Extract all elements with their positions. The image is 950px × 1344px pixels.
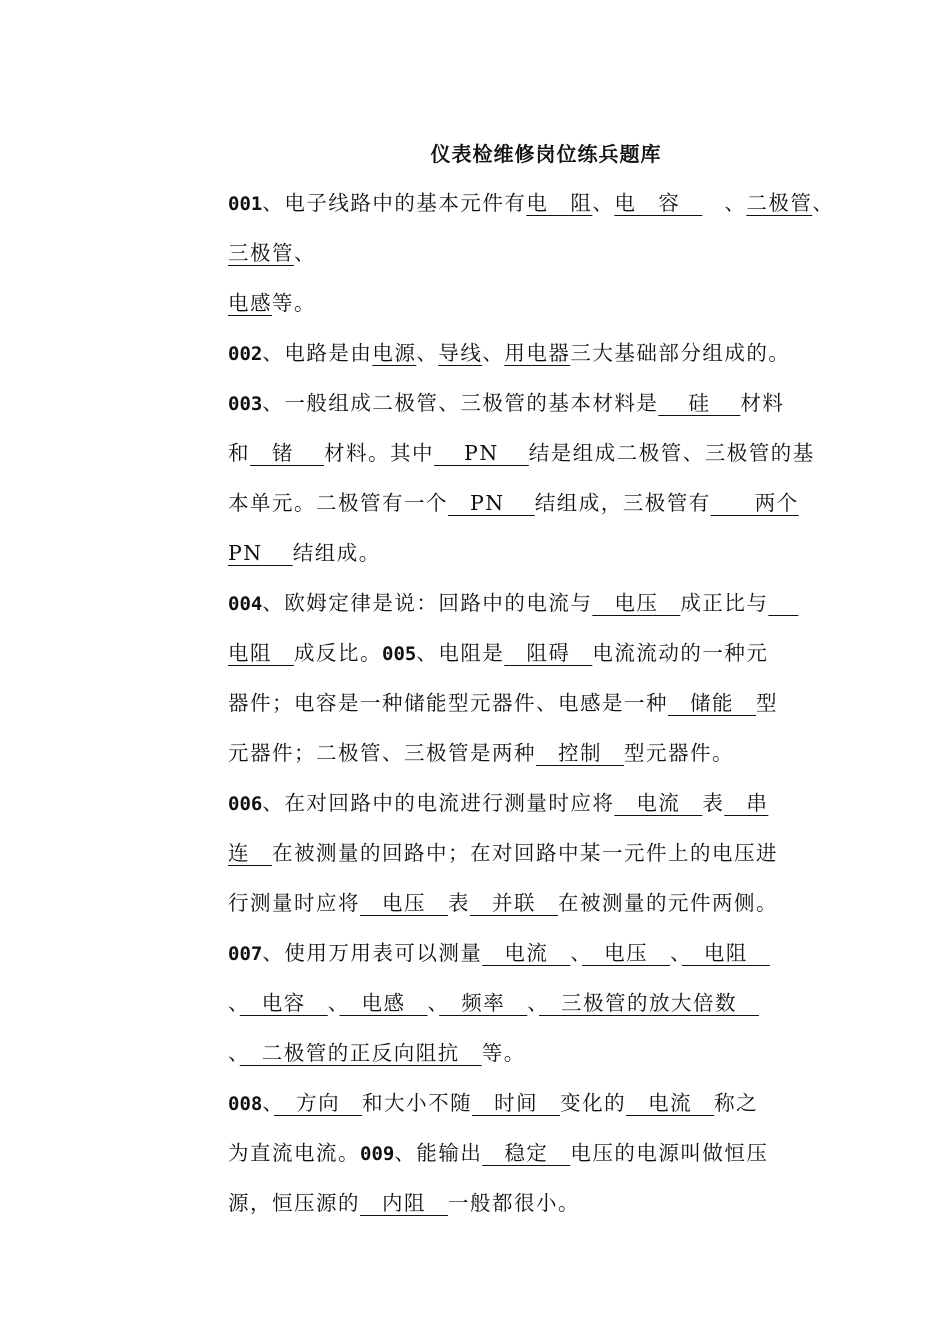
answer-blank: 硅 [658,391,741,415]
text-line [228,938,770,968]
answer-blank: 频率 [439,991,528,1015]
answer-blank: PN [448,491,535,515]
question-number: 004 [228,593,263,615]
answer-blank: 用电器 [504,341,571,365]
text-segment: 三大基础部分组成的。 [570,341,791,365]
text-segment: 、一般组成二极管、三极管的基本材料是 [262,391,659,415]
answer-blank: PN [228,541,293,565]
text-segment: 、能输出 [394,1141,483,1165]
text-segment: 、 [670,941,682,965]
text-line [228,188,834,218]
answer-blank: 二极管 [746,191,813,215]
text-segment: 源，恒压源的 [228,1191,360,1215]
document-title: 仪表检维修岗位练兵题库 [430,142,662,166]
answer-blank: 电流 [614,791,703,815]
text-segment: 等。 [481,1041,526,1065]
text-segment: 表 [702,791,725,815]
text-line [228,288,316,318]
text-segment: 电压的电源叫做恒压 [570,1141,769,1165]
text-line [228,1038,526,1068]
answer-blank: 锗 [250,441,325,465]
answer-blank: 电 阻 [526,191,593,215]
answer-blank: 电阻 [228,641,294,665]
text-segment: 元器件；二极管、三极管是两种 [228,741,536,765]
text-line [228,588,798,618]
text-segment: 一般都很小。 [448,1191,580,1215]
question-number: 007 [228,943,263,965]
text-segment: 变化的 [560,1091,627,1115]
question-number: 009 [360,1143,395,1165]
text-line [228,538,381,568]
question-number: 008 [228,1093,263,1115]
answer-blank: 三极管的放大倍数 [539,991,759,1015]
answer-blank: 控制 [536,741,624,765]
text-line [228,888,778,918]
text-segment: 称之 [714,1091,759,1115]
text-segment: 材料。其中 [324,441,435,465]
answer-blank: 电容 [239,991,328,1015]
answer-blank: 电压 [582,941,671,965]
answer-blank: 电压 [360,891,448,915]
text-line [228,488,799,518]
text-segment: 本单元。二极管有一个 [228,491,448,515]
text-segment: 等。 [272,291,316,315]
answer-blank: 连 [228,841,272,865]
text-segment: 、 [294,241,316,265]
answer-blank: 时间 [472,1091,561,1115]
text-segment: 行测量时应将 [228,891,360,915]
text-segment: 、电阻是 [416,641,505,665]
text-segment: 和 [228,441,250,465]
text-segment: 、电路是由 [262,341,373,365]
text-segment: 型元器件。 [624,741,734,765]
answer-blank: 电感 [339,991,428,1015]
text-segment: 、 [702,191,747,215]
text-segment: 、 [416,341,439,365]
text-segment: 、 [570,941,583,965]
answer-blank: 方向 [274,1091,363,1115]
text-segment: 、在对回路中的电流进行测量时应将 [262,791,615,815]
text-segment: 和大小不随 [362,1091,473,1115]
text-segment: 、 [327,991,340,1015]
answer-blank: 电流 [626,1091,715,1115]
text-segment: 结组成。 [292,541,381,565]
text-segment: 、 [427,991,440,1015]
answer-blank: 二极管的正反向阻抗 [239,1041,482,1065]
text-segment: 在被测量的元件两侧。 [558,891,778,915]
text-line [228,688,778,718]
answer-blank: PN [434,441,529,465]
question-number: 001 [228,193,263,215]
text-segment: 结组成，三极管有 [534,491,711,515]
text-line [228,738,734,768]
answer-blank [768,591,798,615]
text-segment: 型 [756,691,778,715]
answer-blank: 电阻 [681,941,770,965]
answer-blank: 电 容 [614,191,703,215]
text-segment: 、 [228,991,240,1015]
text-line [228,638,768,668]
text-segment: 电流流动的一种元 [592,641,769,665]
text-segment: 表 [448,891,470,915]
answer-blank: 导线 [438,341,483,365]
text-segment: 器件；电容是一种储能型元器件、电感是一种 [228,691,668,715]
text-segment: 、 [527,991,539,1015]
question-number: 006 [228,793,263,815]
answer-blank: 阻碍 [504,641,593,665]
text-segment: 成反比。 [294,641,382,665]
question-number: 002 [228,343,263,365]
answer-blank: 三极管 [228,241,294,265]
text-segment: 、 [812,191,835,215]
answer-blank: 电感 [228,291,272,315]
text-line [228,838,778,868]
text-line [228,338,790,368]
text-line [228,1088,758,1118]
text-segment: 、 [592,191,615,215]
text-line [228,438,815,468]
answer-blank: 储能 [668,691,756,715]
answer-blank: 电流 [482,941,571,965]
text-line [228,1188,580,1218]
answer-blank: 并联 [470,891,558,915]
text-segment: 在被测量的回路中；在对回路中某一元件上的电压进 [272,841,778,865]
question-number: 005 [382,643,417,665]
text-line [228,238,316,268]
text-segment: 材料 [740,391,785,415]
answer-blank: 稳定 [482,1141,571,1165]
question-number: 003 [228,393,263,415]
text-line [228,1138,768,1168]
text-segment: 、 [262,1091,275,1115]
answer-blank: 两个 [710,491,799,515]
text-segment: 、电子线路中的基本元件有 [262,191,527,215]
text-segment: 、 [228,1041,240,1065]
text-line [228,788,768,818]
answer-blank: 内阻 [360,1191,448,1215]
text-segment: 成正比与 [680,591,769,615]
text-segment: 、欧姆定律是说：回路中的电流与 [262,591,593,615]
text-segment: 结是组成二极管、三极管的基 [528,441,815,465]
text-segment: 为直流电流。 [228,1141,360,1165]
answer-blank: 电压 [592,591,681,615]
text-line [228,388,784,418]
text-line [228,988,759,1018]
answer-blank: 电源 [372,341,417,365]
text-segment: 、使用万用表可以测量 [262,941,483,965]
text-segment: 、 [482,341,505,365]
answer-blank: 串 [724,791,769,815]
